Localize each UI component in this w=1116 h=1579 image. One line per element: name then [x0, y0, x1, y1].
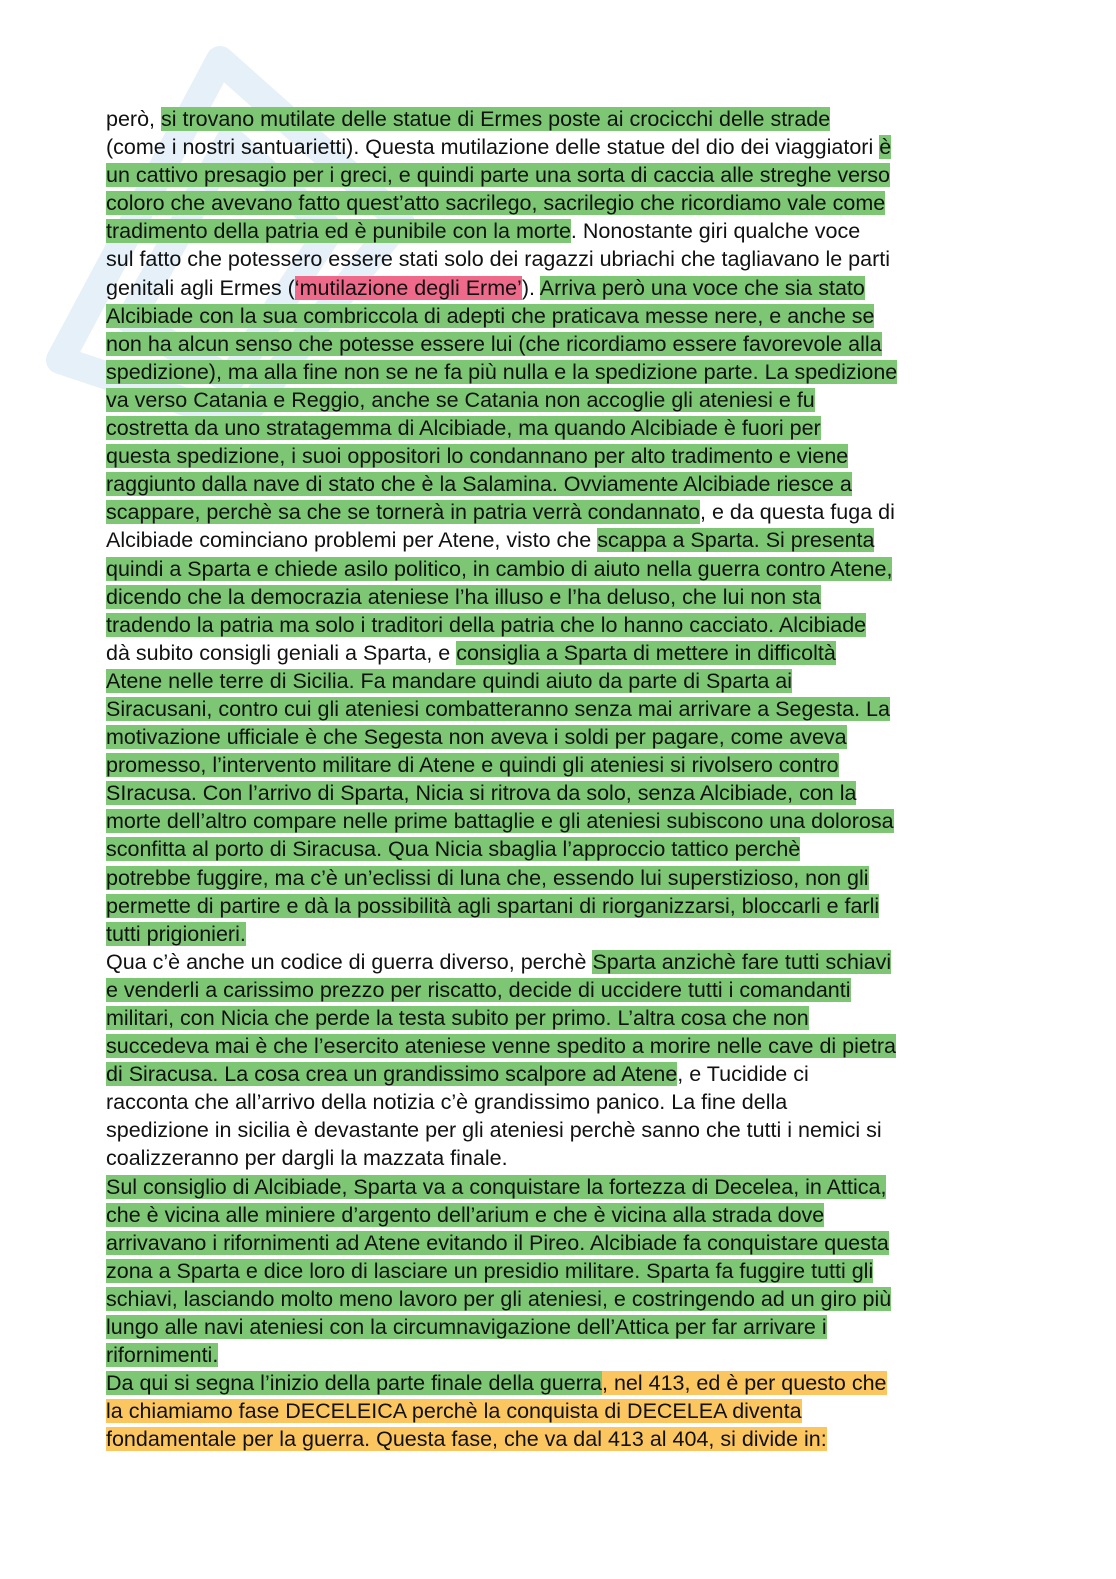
text-line — [106, 835, 1006, 863]
highlighted-text: scappare, perchè sa che se tornerà in patria verrà condannato — [106, 500, 701, 525]
highlighted-text: succedeva mai è che l’esercito ateniese venne spedito a morire nelle cave di pietra — [106, 1034, 896, 1059]
plain-text: Qua c’è anche un codice di guerra diverso, perchè — [106, 949, 593, 974]
text-line — [106, 1397, 1006, 1425]
text-line — [106, 1341, 1006, 1369]
text-line — [106, 1285, 1006, 1313]
text-line — [106, 330, 1006, 358]
text-line — [106, 161, 1006, 189]
plain-text: spedizione in sicilia è devastante per gli ateniesi perchè sanno che tutti i nemici si — [106, 1118, 882, 1143]
plain-text: Alcibiade cominciano problemi per Atene, visto che — [106, 528, 598, 553]
plain-text: . Nonostante giri qualche voce — [570, 219, 861, 244]
text-line — [106, 1313, 1006, 1341]
text-line — [106, 1116, 1006, 1144]
text-line — [106, 358, 1006, 386]
highlighted-text: consiglia a Sparta di mettere in difficoltà — [456, 640, 836, 665]
highlighted-text: Sparta anzichè fare tutti schiavi — [592, 949, 892, 974]
plain-text: (come i nostri santuarietti). Questa mutilazione delle statue del dio dei viaggiatori — [106, 135, 880, 160]
highlighted-text: Arriva però una voce che sia stato — [539, 275, 865, 300]
text-line — [106, 751, 1006, 779]
highlighted-text: un cattivo presagio per i greci, e quindi parte una sorta di caccia alle streghe verso — [106, 163, 890, 188]
text-line — [106, 639, 1006, 667]
text-line — [106, 779, 1006, 807]
text-line — [106, 1060, 1006, 1088]
text-line — [106, 217, 1006, 245]
text-line — [106, 414, 1006, 442]
highlighted-text: tradendo la patria ma solo i traditori della patria che lo hanno cacciato. Alcibiade — [106, 612, 867, 637]
highlighted-text: è — [879, 135, 892, 160]
highlighted-text: lungo alle navi ateniesi con la circumnavigazione dell’Attica per far arrivare i — [106, 1315, 827, 1340]
orange-highlighted-text: fondamentale per la guerra. Questa fase, che va dal 413 al 404, si divide in: — [106, 1427, 827, 1452]
orange-highlighted-text: la chiamiamo fase DECELEICA perchè la conquista di DECELEA diventa — [106, 1399, 802, 1424]
highlighted-text: si trovano mutilate delle statue di Ermes poste ai crocicchi delle strade — [160, 107, 831, 131]
text-line — [106, 1173, 1006, 1201]
plain-text: sul fatto che potessero essere stati solo dei ragazzi ubriachi che tagliavano le parti — [106, 247, 890, 272]
document-body — [106, 105, 1006, 1454]
text-line — [106, 105, 1006, 133]
text-line — [106, 723, 1006, 751]
text-line — [106, 302, 1006, 330]
highlighted-text: zona a Sparta e dice loro di lasciare un presidio militare. Sparta fa fuggire tutti gli — [106, 1258, 874, 1283]
text-line — [106, 920, 1006, 948]
plain-text: genitali agli Ermes ( — [106, 275, 295, 300]
highlighted-text: Alcibiade con la sua combriccola di adepti che praticava messe nere, e anche se — [106, 303, 875, 328]
highlighted-text: Sul consiglio di Alcibiade, Sparta va a conquistare la fortezza di Decelea, in Attica, — [106, 1174, 887, 1199]
plain-text: racconta che all’arrivo della notizia c’è grandissimo panico. La fine della — [106, 1090, 788, 1115]
text-line — [106, 1032, 1006, 1060]
text-line — [106, 1201, 1006, 1229]
highlighted-text: permette di partire e dà la possibilità agli spartani di riorganizzarsi, bloccarli e farli — [106, 893, 880, 918]
highlighted-text: coloro che avevano fatto quest’atto sacrilego, sacrilegio che ricordiamo vale come — [106, 191, 886, 216]
highlighted-text: e venderli a carissimo prezzo per riscatto, decide di uccidere tutti i comandanti — [106, 977, 851, 1002]
text-line — [106, 274, 1006, 302]
highlighted-text: promesso, l’intervento militare di Atene e quindi gli ateniesi si rivolsero contro — [106, 753, 839, 778]
text-line — [106, 1088, 1006, 1116]
text-line — [106, 1229, 1006, 1257]
pink-highlighted-text: ‘mutilazione degli Erme’ — [294, 275, 522, 300]
highlighted-text: Da qui si segna l’inizio della parte finale della guerra — [106, 1371, 602, 1396]
highlighted-text: morte dell’altro compare nelle prime battaglie e gli ateniesi subiscono una dolorosa — [106, 809, 894, 834]
highlighted-text: quindi a Sparta e chiede asilo politico, in cambio di aiuto nella guerra contro Atene, — [106, 556, 893, 581]
highlighted-text: non ha alcun senso che potesse essere lui (che ricordiamo essere favorevole alla — [106, 331, 882, 356]
highlighted-text: che è vicina alle miniere d’argento dell’arium e che è vicina alla strada dove — [106, 1202, 825, 1227]
text-line — [106, 1425, 1006, 1453]
text-line — [106, 864, 1006, 892]
highlighted-text: schiavi, lasciando molto meno lavoro per gli ateniesi, e costringendo ad un giro più — [106, 1286, 892, 1311]
plain-text: però, — [106, 107, 161, 131]
text-line — [106, 1004, 1006, 1032]
plain-text: , e Tucidide ci — [677, 1062, 809, 1087]
text-line — [106, 1144, 1006, 1172]
text-line — [106, 386, 1006, 414]
highlighted-text: questa spedizione, i suoi oppositori lo condannano per alto tradimento e viene — [106, 444, 849, 469]
text-line — [106, 1369, 1006, 1397]
text-line — [106, 1257, 1006, 1285]
highlighted-text: va verso Catania e Reggio, anche se Catania non accoglie gli ateniesi e fu — [106, 387, 815, 412]
highlighted-text: raggiunto dalla nave di stato che è la Salamina. Ovviamente Alcibiade riesce a — [106, 472, 852, 497]
plain-text: ). — [521, 275, 540, 300]
highlighted-text: tradimento della patria ed è punibile con la morte — [106, 219, 571, 244]
highlighted-text: potrebbe fuggire, ma c’è un’eclissi di luna che, essendo lui superstizioso, non gli — [106, 865, 869, 890]
text-line — [106, 189, 1006, 217]
text-line — [106, 245, 1006, 273]
text-line — [106, 470, 1006, 498]
highlighted-text: arrivavano i rifornimenti ad Atene evitando il Pireo. Alcibiade fa conquistare questa — [106, 1230, 889, 1255]
highlighted-text: sconfitta al porto di Siracusa. Qua Nicia sbaglia l’approccio tattico perchè — [106, 837, 801, 862]
text-line — [106, 695, 1006, 723]
text-line — [106, 667, 1006, 695]
highlighted-text: Siracusani, contro cui gli ateniesi combatteranno senza mai arrivare a Segesta. La — [106, 696, 890, 721]
highlighted-text: scappa a Sparta. Si presenta — [597, 528, 875, 553]
highlighted-text: rifornimenti. — [106, 1343, 219, 1368]
highlighted-text: militari, con Nicia che perde la testa subito per primo. L’altra cosa che non — [106, 1006, 809, 1030]
highlighted-text: spedizione), ma alla fine non se ne fa più nulla e la spedizione parte. La spedizione — [106, 359, 898, 384]
highlighted-text: di Siracusa. La cosa crea un grandissimo scalpore ad Atene — [106, 1062, 678, 1087]
text-line — [106, 807, 1006, 835]
highlighted-text: SIracusa. Con l’arrivo di Sparta, Nicia si ritrova da solo, senza Alcibiade, con la — [106, 781, 857, 806]
highlighted-text: costretta da uno stratagemma di Alcibiade, ma quando Alcibiade è fuori per — [106, 416, 821, 441]
text-line — [106, 611, 1006, 639]
plain-text: dà subito consigli geniali a Sparta, e — [106, 640, 457, 665]
highlighted-text: dicendo che la democrazia ateniese l’ha illuso e l’ha deluso, che lui non sta — [106, 584, 821, 609]
orange-highlighted-text: , nel 413, ed è per questo che — [602, 1371, 887, 1396]
text-line — [106, 526, 1006, 554]
text-line — [106, 976, 1006, 1004]
text-line — [106, 498, 1006, 526]
highlighted-text: motivazione ufficiale è che Segesta non aveva i soldi per pagare, come aveva — [106, 725, 847, 750]
plain-text: , e da questa fuga di — [700, 500, 895, 525]
plain-text: coalizzeranno per dargli la mazzata finale. — [106, 1146, 508, 1171]
highlighted-text: tutti prigionieri. — [106, 921, 246, 946]
highlighted-text: Atene nelle terre di Sicilia. Fa mandare quindi aiuto da parte di Sparta ai — [106, 668, 793, 693]
text-line — [106, 948, 1006, 976]
text-line — [106, 892, 1006, 920]
text-line — [106, 555, 1006, 583]
text-line — [106, 442, 1006, 470]
text-line — [106, 133, 1006, 161]
text-line — [106, 583, 1006, 611]
